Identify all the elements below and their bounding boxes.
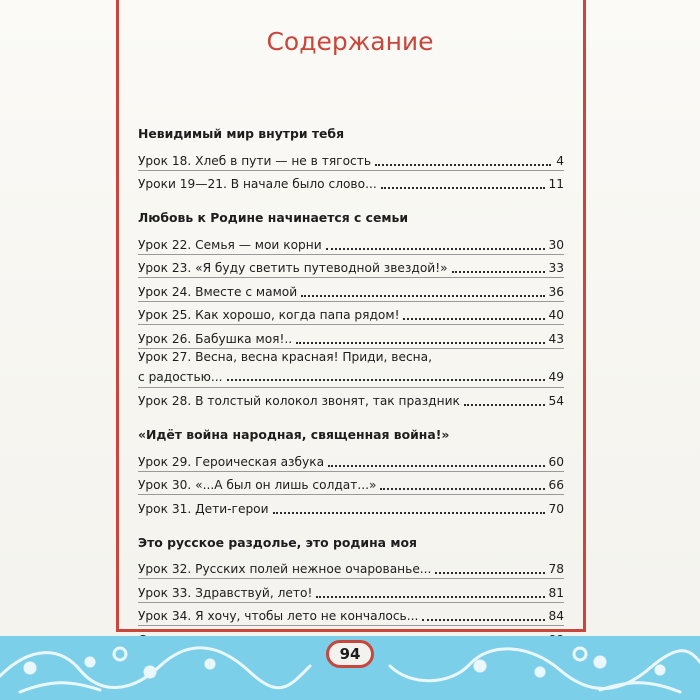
entry-page: 78 [548,562,564,576]
entry-text: Урок 33. Здравствуй, лето! [138,585,313,600]
entry-text: Урок 27. Весна, весна красная! Приди, весна, [138,349,432,364]
entry-text-continued: с радостью... [138,369,223,384]
toc-entry [138,325,564,347]
entry-page: 4 [556,153,564,168]
dot-leader [273,511,546,514]
section-title: Невидимый мир внутри тебя [138,126,345,141]
toc-entry [138,349,564,384]
toc-entry [138,278,564,300]
dot-leader [435,571,545,574]
entry-page: 54 [548,394,564,408]
entry-text: Урок 18. Хлеб в пути — не в тягость [138,153,372,168]
entry-page: 43 [548,331,564,346]
toc-entry [138,147,564,169]
entry-text: Урок 32. Русских полей нежное очарованье... [138,562,432,576]
entry-text: Урок 28. В толстый колокол звонят, так праздник [138,394,460,408]
toc-entry [138,448,564,470]
dot-leader [464,403,546,406]
section-title: Это русское раздолье, это родина моя [138,534,417,550]
entry-text: Урок 23. «Я буду светить путеводной звездой!» [138,261,448,275]
entry-page: 66 [548,478,564,492]
toc-entry [138,255,564,277]
toc-entry [138,472,564,494]
toc-section [138,535,564,650]
toc-entry [138,579,564,601]
toc-section [138,427,564,517]
page-title: Содержание [266,27,434,56]
dot-leader [316,595,545,598]
toc-entry [138,302,564,324]
toc-entry [138,556,564,578]
toc-entry [138,388,564,410]
toc-section [138,210,564,409]
dot-leader [326,247,546,250]
dot-leader [380,487,545,490]
entry-page: 36 [548,284,564,299]
dot-leader [296,341,545,344]
entry-page: 84 [548,609,564,623]
entry-text: Урок 26. Бабушка моя!.. [138,331,293,346]
entry-text: Урок 25. Как хорошо, когда папа рядом! [138,308,400,322]
entry-page: 60 [548,454,564,469]
dot-leader [452,270,546,273]
entry-page: 40 [548,308,564,322]
page-number-badge: 94 [326,640,374,668]
entry-page: 49 [548,369,564,384]
entry-text: Уроки 19—21. В начале было слово... [138,177,377,191]
entry-page: 70 [548,501,564,516]
entry-text: Урок 30. «...А был он лишь солдат...» [138,478,377,492]
dot-leader [403,317,545,320]
entry-page: 11 [548,177,564,191]
section-title: «Идёт война народная, священная война!» [138,427,450,442]
entry-page: 30 [548,237,564,252]
dot-leader [375,163,551,166]
entry-page: 33 [548,261,564,275]
table-of-contents [138,126,564,650]
dot-leader [381,186,546,189]
toc-entry [138,495,564,517]
toc-entry [138,231,564,253]
toc-entry [138,603,564,625]
entry-text: Урок 29. Героическая азбука [138,454,325,469]
dot-leader [422,618,545,621]
dot-leader [301,294,545,297]
toc-entry [138,171,564,193]
dot-leader [328,464,545,467]
dot-leader [227,379,546,381]
toc-section [138,126,564,192]
entry-page: 81 [548,585,564,600]
section-title: Любовь к Родине начинается с семьи [138,210,409,225]
entry-text: Урок 34. Я хочу, чтобы лето не кончалось... [138,609,419,623]
entry-text: Урок 24. Вместе с мамой [138,284,298,299]
entry-text: Урок 31. Дети-герои [138,501,269,516]
entry-text: Урок 22. Семья — мои корни [138,237,322,252]
